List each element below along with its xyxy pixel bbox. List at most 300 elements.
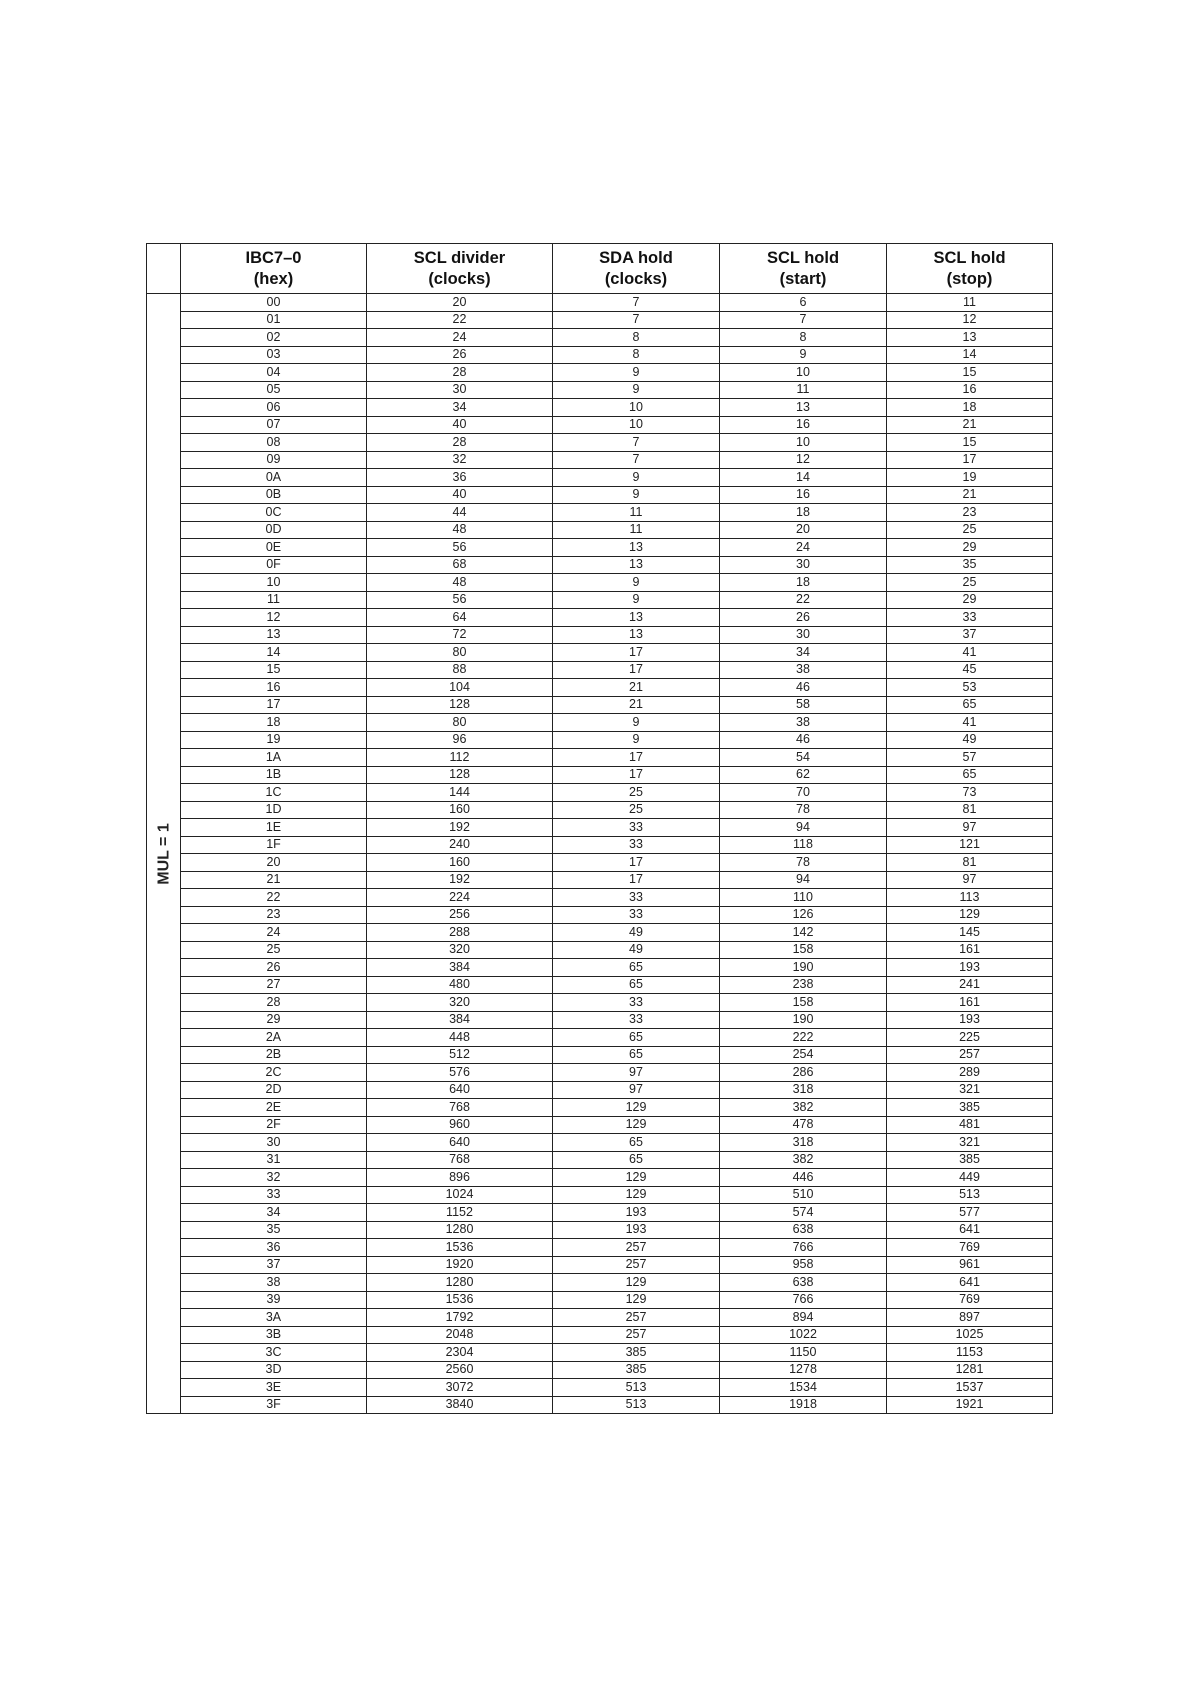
cell-ibc-hex: 16 [181,679,367,697]
table-row [147,696,1053,714]
header-sda-hold [553,244,720,294]
cell-sda-hold: 9 [553,469,720,487]
cell-scl-hold-stop: 23 [887,504,1053,522]
cell-sda-hold: 8 [553,346,720,364]
group-header-cell [147,244,181,294]
table-row [147,1396,1053,1414]
cell-scl-divider: 384 [367,1011,553,1029]
cell-ibc-hex: 1D [181,801,367,819]
cell-ibc-hex: 2C [181,1064,367,1082]
cell-ibc-hex: 29 [181,1011,367,1029]
cell-ibc-hex: 20 [181,854,367,872]
header-scl-hold-stop-line1: SCL hold [933,248,1006,267]
cell-sda-hold: 33 [553,889,720,907]
table-row [147,1361,1053,1379]
cell-scl-hold-stop: 769 [887,1239,1053,1257]
cell-scl-hold-stop: 577 [887,1204,1053,1222]
cell-ibc-hex: 2F [181,1116,367,1134]
table-row [147,311,1053,329]
cell-scl-hold-start: 110 [720,889,887,907]
cell-scl-hold-stop: 321 [887,1134,1053,1152]
cell-scl-divider: 480 [367,976,553,994]
cell-ibc-hex: 00 [181,294,367,312]
table-row [147,1221,1053,1239]
cell-scl-hold-start: 16 [720,486,887,504]
cell-scl-hold-stop: 257 [887,1046,1053,1064]
cell-ibc-hex: 14 [181,644,367,662]
cell-ibc-hex: 02 [181,329,367,347]
cell-scl-hold-stop: 81 [887,801,1053,819]
cell-scl-hold-stop: 97 [887,871,1053,889]
header-row [147,244,1053,294]
cell-scl-hold-stop: 19 [887,469,1053,487]
cell-scl-hold-start: 8 [720,329,887,347]
cell-scl-divider: 512 [367,1046,553,1064]
cell-scl-hold-start: 10 [720,364,887,382]
table-row [147,941,1053,959]
cell-scl-hold-stop: 33 [887,609,1053,627]
cell-scl-hold-start: 70 [720,784,887,802]
cell-ibc-hex: 0B [181,486,367,504]
cell-scl-hold-stop: 961 [887,1256,1053,1274]
table-row [147,521,1053,539]
cell-scl-hold-stop: 73 [887,784,1053,802]
cell-scl-divider: 2304 [367,1344,553,1362]
table-row [147,714,1053,732]
cell-scl-hold-start: 222 [720,1029,887,1047]
cell-scl-divider: 768 [367,1099,553,1117]
cell-scl-hold-start: 382 [720,1151,887,1169]
cell-scl-hold-start: 190 [720,959,887,977]
cell-scl-hold-start: 18 [720,574,887,592]
cell-scl-hold-start: 94 [720,819,887,837]
cell-scl-divider: 320 [367,994,553,1012]
cell-ibc-hex: 2A [181,1029,367,1047]
table-row [147,994,1053,1012]
cell-sda-hold: 513 [553,1379,720,1397]
cell-scl-hold-stop: 25 [887,574,1053,592]
cell-scl-hold-start: 118 [720,836,887,854]
cell-sda-hold: 97 [553,1064,720,1082]
cell-ibc-hex: 24 [181,924,367,942]
cell-scl-divider: 240 [367,836,553,854]
cell-scl-hold-start: 78 [720,854,887,872]
cell-sda-hold: 8 [553,329,720,347]
cell-scl-hold-stop: 29 [887,591,1053,609]
cell-scl-hold-stop: 513 [887,1186,1053,1204]
cell-scl-hold-stop: 641 [887,1274,1053,1292]
table-row [147,801,1053,819]
table-row [147,486,1053,504]
cell-scl-hold-start: 24 [720,539,887,557]
header-scl-hold-stop-line2: (stop) [946,269,993,288]
table-row [147,381,1053,399]
cell-scl-hold-stop: 35 [887,556,1053,574]
cell-scl-hold-stop: 21 [887,416,1053,434]
table-row [147,749,1053,767]
cell-sda-hold: 9 [553,381,720,399]
cell-ibc-hex: 37 [181,1256,367,1274]
cell-scl-divider: 80 [367,644,553,662]
table-row [147,329,1053,347]
table-row [147,836,1053,854]
cell-ibc-hex: 1F [181,836,367,854]
cell-sda-hold: 9 [553,591,720,609]
header-sda-hold-line1: SDA hold [599,248,673,267]
cell-scl-divider: 64 [367,609,553,627]
cell-sda-hold: 25 [553,801,720,819]
cell-scl-divider: 144 [367,784,553,802]
table-row [147,1256,1053,1274]
cell-scl-divider: 48 [367,521,553,539]
cell-scl-hold-start: 58 [720,696,887,714]
cell-scl-hold-start: 286 [720,1064,887,1082]
cell-scl-divider: 640 [367,1134,553,1152]
scl-divider-table [146,243,1053,1414]
cell-scl-hold-start: 766 [720,1291,887,1309]
cell-sda-hold: 49 [553,941,720,959]
cell-sda-hold: 129 [553,1291,720,1309]
cell-scl-divider: 128 [367,766,553,784]
cell-sda-hold: 65 [553,1134,720,1152]
cell-sda-hold: 385 [553,1344,720,1362]
cell-scl-hold-stop: 385 [887,1151,1053,1169]
table-row [147,976,1053,994]
table-row [147,1344,1053,1362]
cell-scl-hold-stop: 18 [887,399,1053,417]
cell-sda-hold: 129 [553,1116,720,1134]
cell-scl-hold-start: 78 [720,801,887,819]
cell-scl-hold-start: 9 [720,346,887,364]
cell-ibc-hex: 2D [181,1081,367,1099]
cell-scl-hold-stop: 481 [887,1116,1053,1134]
header-scl-hold-start [720,244,887,294]
cell-scl-hold-stop: 225 [887,1029,1053,1047]
cell-sda-hold: 49 [553,924,720,942]
cell-ibc-hex: 05 [181,381,367,399]
cell-scl-hold-stop: 193 [887,959,1053,977]
cell-scl-hold-stop: 1921 [887,1396,1053,1414]
cell-scl-hold-stop: 41 [887,644,1053,662]
cell-scl-hold-stop: 16 [887,381,1053,399]
cell-ibc-hex: 36 [181,1239,367,1257]
cell-sda-hold: 13 [553,609,720,627]
cell-scl-divider: 3840 [367,1396,553,1414]
cell-scl-hold-stop: 15 [887,434,1053,452]
cell-scl-hold-start: 94 [720,871,887,889]
cell-ibc-hex: 31 [181,1151,367,1169]
cell-scl-divider: 1536 [367,1291,553,1309]
cell-ibc-hex: 01 [181,311,367,329]
cell-scl-hold-start: 62 [720,766,887,784]
cell-ibc-hex: 28 [181,994,367,1012]
cell-scl-hold-stop: 129 [887,906,1053,924]
cell-sda-hold: 33 [553,1011,720,1029]
table-row [147,399,1053,417]
cell-scl-hold-start: 18 [720,504,887,522]
cell-scl-hold-start: 574 [720,1204,887,1222]
cell-scl-hold-stop: 1025 [887,1326,1053,1344]
cell-sda-hold: 33 [553,819,720,837]
cell-scl-hold-stop: 65 [887,766,1053,784]
cell-sda-hold: 9 [553,486,720,504]
cell-scl-divider: 1280 [367,1221,553,1239]
cell-scl-hold-stop: 53 [887,679,1053,697]
cell-scl-hold-start: 894 [720,1309,887,1327]
cell-scl-divider: 384 [367,959,553,977]
cell-sda-hold: 33 [553,994,720,1012]
cell-scl-hold-start: 30 [720,556,887,574]
cell-scl-hold-start: 638 [720,1221,887,1239]
cell-scl-hold-stop: 769 [887,1291,1053,1309]
header-scl-hold-stop [887,244,1053,294]
table-row [147,871,1053,889]
cell-scl-hold-stop: 45 [887,661,1053,679]
table-row [147,416,1053,434]
cell-scl-hold-start: 7 [720,311,887,329]
cell-scl-divider: 44 [367,504,553,522]
cell-sda-hold: 21 [553,679,720,697]
cell-scl-hold-stop: 321 [887,1081,1053,1099]
cell-scl-hold-stop: 81 [887,854,1053,872]
cell-scl-hold-start: 238 [720,976,887,994]
cell-sda-hold: 17 [553,644,720,662]
cell-ibc-hex: 23 [181,906,367,924]
cell-ibc-hex: 18 [181,714,367,732]
table-row [147,1326,1053,1344]
cell-scl-hold-stop: 97 [887,819,1053,837]
cell-scl-hold-start: 638 [720,1274,887,1292]
table-row [147,819,1053,837]
cell-sda-hold: 65 [553,976,720,994]
cell-scl-divider: 3072 [367,1379,553,1397]
header-ibc [181,244,367,294]
cell-scl-divider: 36 [367,469,553,487]
table-row [147,1064,1053,1082]
cell-scl-divider: 960 [367,1116,553,1134]
cell-scl-hold-stop: 113 [887,889,1053,907]
cell-sda-hold: 513 [553,1396,720,1414]
cell-scl-hold-stop: 15 [887,364,1053,382]
cell-scl-hold-start: 30 [720,626,887,644]
cell-scl-divider: 160 [367,854,553,872]
table-row [147,469,1053,487]
cell-ibc-hex: 3E [181,1379,367,1397]
header-ibc-line2: (hex) [253,269,294,288]
table-row [147,1239,1053,1257]
cell-scl-hold-start: 54 [720,749,887,767]
header-sda-hold-line2: (clocks) [604,269,668,288]
cell-ibc-hex: 10 [181,574,367,592]
cell-ibc-hex: 1C [181,784,367,802]
cell-sda-hold: 9 [553,714,720,732]
table-row [147,1134,1053,1152]
cell-scl-hold-stop: 161 [887,994,1053,1012]
cell-scl-hold-stop: 241 [887,976,1053,994]
table-row [147,1099,1053,1117]
cell-scl-hold-stop: 25 [887,521,1053,539]
cell-ibc-hex: 1A [181,749,367,767]
cell-scl-divider: 40 [367,486,553,504]
cell-scl-hold-start: 382 [720,1099,887,1117]
cell-scl-hold-stop: 12 [887,311,1053,329]
cell-scl-divider: 22 [367,311,553,329]
table-row [147,906,1053,924]
cell-scl-hold-start: 318 [720,1081,887,1099]
cell-sda-hold: 65 [553,959,720,977]
cell-ibc-hex: 09 [181,451,367,469]
cell-ibc-hex: 0F [181,556,367,574]
cell-sda-hold: 257 [553,1309,720,1327]
cell-ibc-hex: 2E [181,1099,367,1117]
cell-scl-divider: 288 [367,924,553,942]
cell-scl-hold-stop: 37 [887,626,1053,644]
cell-scl-hold-stop: 11 [887,294,1053,312]
cell-scl-hold-start: 1022 [720,1326,887,1344]
table-row [147,504,1053,522]
table-row [147,609,1053,627]
cell-ibc-hex: 32 [181,1169,367,1187]
cell-scl-hold-start: 6 [720,294,887,312]
cell-ibc-hex: 39 [181,1291,367,1309]
cell-scl-hold-start: 26 [720,609,887,627]
cell-scl-hold-start: 958 [720,1256,887,1274]
table-row [147,679,1053,697]
cell-scl-hold-start: 13 [720,399,887,417]
cell-ibc-hex: 35 [181,1221,367,1239]
cell-sda-hold: 9 [553,574,720,592]
cell-scl-hold-stop: 41 [887,714,1053,732]
table-row [147,346,1053,364]
cell-ibc-hex: 38 [181,1274,367,1292]
cell-ibc-hex: 11 [181,591,367,609]
table-row [147,626,1053,644]
cell-scl-divider: 28 [367,364,553,382]
cell-scl-hold-stop: 897 [887,1309,1053,1327]
cell-ibc-hex: 04 [181,364,367,382]
cell-scl-hold-stop: 121 [887,836,1053,854]
cell-ibc-hex: 13 [181,626,367,644]
cell-sda-hold: 9 [553,731,720,749]
cell-ibc-hex: 0E [181,539,367,557]
cell-scl-hold-start: 14 [720,469,887,487]
cell-scl-hold-stop: 161 [887,941,1053,959]
header-scl-divider-line2: (clocks) [428,269,491,288]
cell-scl-divider: 128 [367,696,553,714]
cell-ibc-hex: 26 [181,959,367,977]
cell-ibc-hex: 1B [181,766,367,784]
table-row [147,731,1053,749]
cell-scl-divider: 192 [367,871,553,889]
cell-sda-hold: 257 [553,1256,720,1274]
cell-scl-divider: 1920 [367,1256,553,1274]
cell-sda-hold: 17 [553,661,720,679]
cell-sda-hold: 257 [553,1326,720,1344]
cell-scl-hold-start: 1278 [720,1361,887,1379]
cell-ibc-hex: 17 [181,696,367,714]
cell-scl-divider: 34 [367,399,553,417]
cell-scl-divider: 48 [367,574,553,592]
header-scl-hold-start-line2: (start) [779,269,827,288]
cell-ibc-hex: 12 [181,609,367,627]
cell-scl-divider: 1280 [367,1274,553,1292]
cell-scl-hold-start: 158 [720,941,887,959]
cell-scl-hold-stop: 641 [887,1221,1053,1239]
header-scl-hold-start-line1: SCL hold [766,248,840,267]
table-row [147,644,1053,662]
table-row [147,451,1053,469]
table-row [147,364,1053,382]
cell-sda-hold: 13 [553,556,720,574]
cell-sda-hold: 11 [553,504,720,522]
cell-ibc-hex: 22 [181,889,367,907]
header-scl-divider [367,244,553,294]
cell-sda-hold: 129 [553,1099,720,1117]
cell-sda-hold: 7 [553,311,720,329]
cell-scl-hold-start: 1534 [720,1379,887,1397]
cell-scl-hold-start: 478 [720,1116,887,1134]
cell-ibc-hex: 07 [181,416,367,434]
cell-scl-divider: 104 [367,679,553,697]
table-row [147,661,1053,679]
cell-scl-hold-stop: 49 [887,731,1053,749]
cell-ibc-hex: 3A [181,1309,367,1327]
cell-scl-hold-start: 254 [720,1046,887,1064]
cell-ibc-hex: 3C [181,1344,367,1362]
cell-scl-hold-start: 1150 [720,1344,887,1362]
cell-scl-hold-stop: 21 [887,486,1053,504]
cell-scl-hold-stop: 29 [887,539,1053,557]
cell-sda-hold: 33 [553,836,720,854]
cell-scl-divider: 40 [367,416,553,434]
cell-sda-hold: 65 [553,1151,720,1169]
cell-scl-hold-start: 12 [720,451,887,469]
cell-scl-divider: 112 [367,749,553,767]
cell-scl-divider: 1792 [367,1309,553,1327]
cell-scl-hold-start: 46 [720,731,887,749]
cell-sda-hold: 7 [553,434,720,452]
cell-ibc-hex: 03 [181,346,367,364]
table-row [147,591,1053,609]
cell-scl-hold-start: 446 [720,1169,887,1187]
table-row [147,1186,1053,1204]
cell-ibc-hex: 0C [181,504,367,522]
cell-scl-divider: 896 [367,1169,553,1187]
table-row [147,766,1053,784]
cell-scl-divider: 768 [367,1151,553,1169]
cell-scl-divider: 96 [367,731,553,749]
group-label-cell [147,294,181,1414]
table-row [147,1274,1053,1292]
table-row [147,1169,1053,1187]
cell-scl-divider: 72 [367,626,553,644]
cell-sda-hold: 193 [553,1204,720,1222]
cell-scl-hold-stop: 13 [887,329,1053,347]
cell-scl-divider: 26 [367,346,553,364]
header-ibc-line1: IBC7–0 [245,248,302,267]
table-row [147,1116,1053,1134]
cell-sda-hold: 33 [553,906,720,924]
cell-scl-divider: 30 [367,381,553,399]
cell-ibc-hex: 19 [181,731,367,749]
cell-sda-hold: 17 [553,854,720,872]
cell-ibc-hex: 15 [181,661,367,679]
cell-sda-hold: 7 [553,294,720,312]
cell-scl-hold-stop: 14 [887,346,1053,364]
cell-scl-hold-start: 20 [720,521,887,539]
cell-scl-hold-start: 766 [720,1239,887,1257]
cell-scl-divider: 256 [367,906,553,924]
